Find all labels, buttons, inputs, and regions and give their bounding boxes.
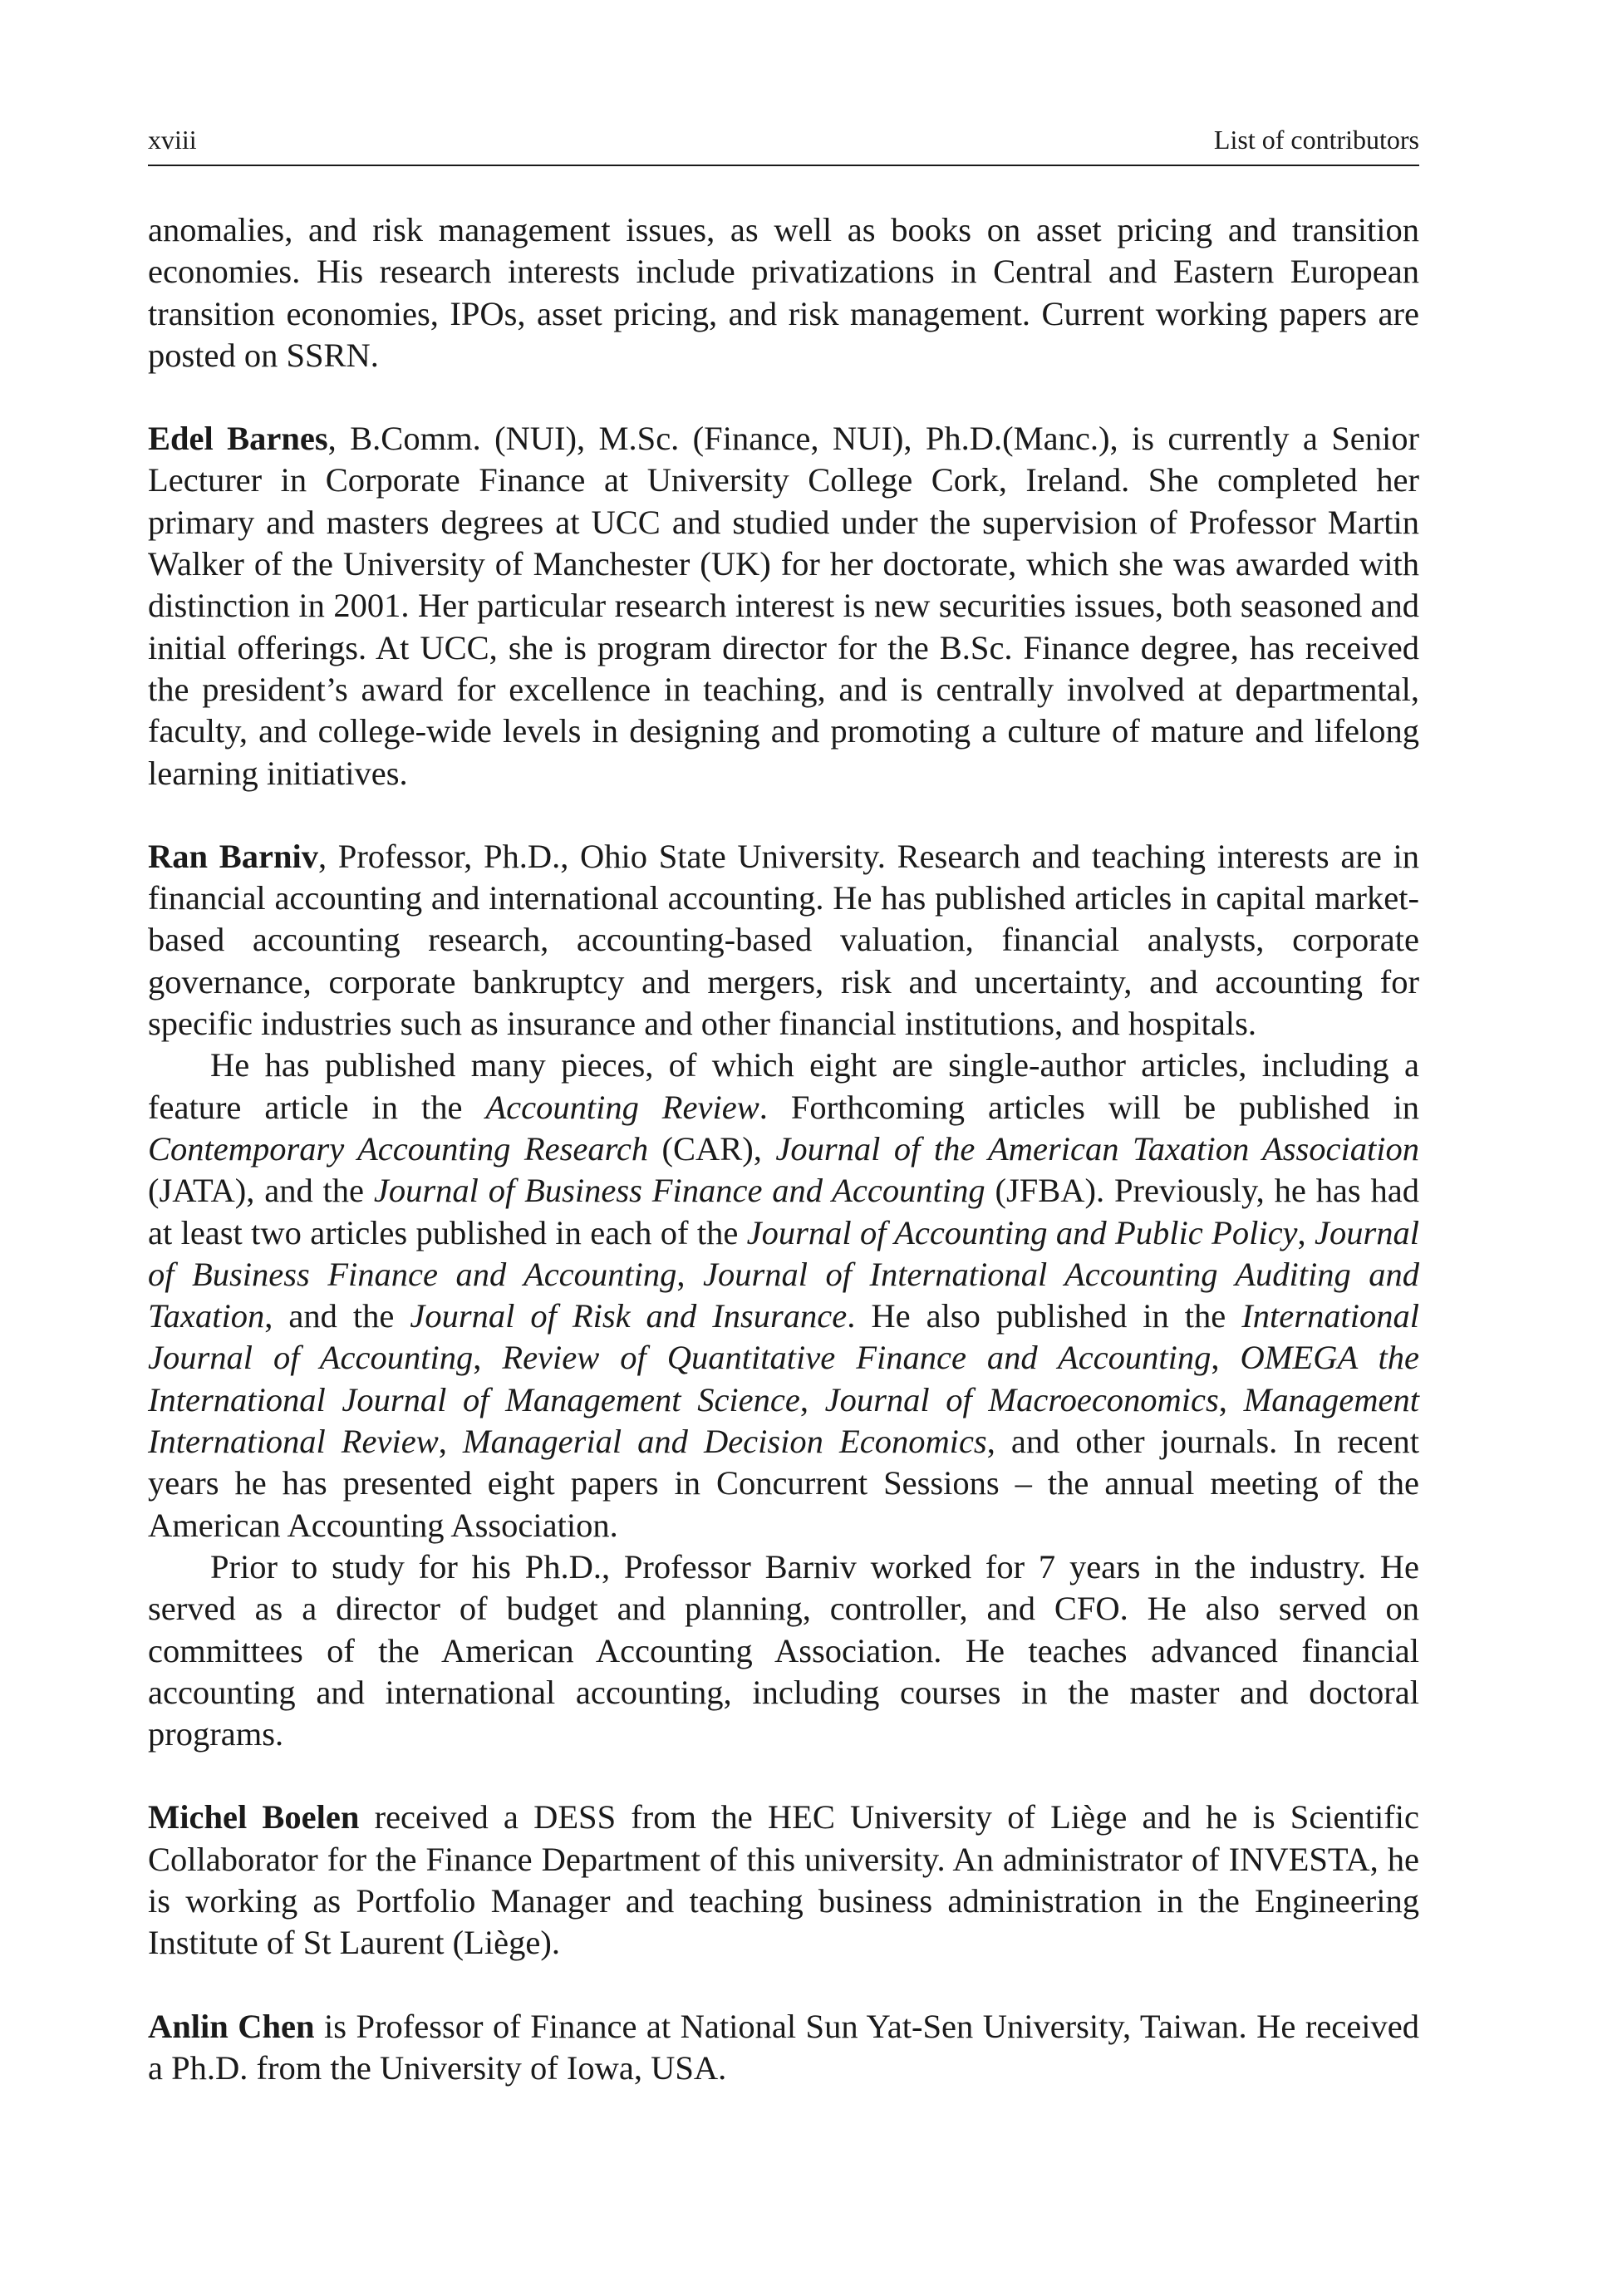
paragraph-text: Prior to study for his Ph.D., Professor Barniv worked for 7 years in the industry. He served as a director of budget and planning, controller, and CFO. He also served on committees of the American Accounting Association. He teaches advanced financial accounting and international accounting, including courses in the master and doctoral programs. [148, 1547, 1419, 1753]
journal-title: Journal of Business Finance and Accounting [148, 1213, 1420, 1293]
journal-title: Accounting Review [485, 1088, 759, 1126]
paragraph [148, 209, 1419, 376]
paragraph [148, 1546, 1419, 1755]
paragraph-text: , B.Comm. (NUI), M.Sc. (Finance, NUI), Ph.D.(Manc.), is currently a Senior Lecturer in Corporate Finance at University College Cork, Ireland. She completed her primary and masters degrees at UCC and studied under the supervision of Professor Martin Walker of the University of Manchester (UK) for her doctorate, which she was awarded with distinction in 2001. Her particular research interest is new securities issues, both seasoned and initial offerings. At UCC, she is program director for the B.Sc. Finance degree, has received the president’s award for excellence in teaching, and is centrally involved at departmental, faculty, and college-wide levels in designing and promoting a culture of mature and lifelong learning initiatives. [148, 420, 1420, 792]
journal-title: Journal of Macroeconomics [824, 1380, 1219, 1418]
paragraph-text: (JFBA). Previously, he has had at least two articles published in each of the [148, 1172, 1419, 1251]
paragraph-text: (JATA), and the [148, 1172, 374, 1210]
paragraph-text: , [799, 1380, 825, 1418]
journal-title: OMEGA the International Journal of Management Science [148, 1339, 1419, 1418]
journal-title: Journal of International Accounting Auditing and Taxation [148, 1255, 1419, 1335]
page-number: xviii [148, 125, 197, 155]
journal-title: Journal of Risk and Insurance [410, 1297, 848, 1335]
contributor-name: Anlin Chen [148, 2007, 315, 2045]
paragraph [148, 2006, 1419, 2090]
paragraph-text: (CAR), [648, 1129, 776, 1168]
contributor-name: Ran Barniv [148, 837, 318, 875]
paragraph [148, 418, 1419, 794]
paragraph-text: anomalies, and risk management issues, as well as books on asset pricing and transition economies. His research interests include privatizations in Central and Eastern European transition economies, IPOs, asset pricing, and risk management. Current working papers are posted on SSRN. [148, 211, 1419, 374]
paragraph-text: , [438, 1423, 463, 1461]
contributor-name: Edel Barnes [148, 420, 328, 458]
journal-title: Contemporary Accounting Research [148, 1129, 649, 1168]
paragraph-text: , [1297, 1213, 1315, 1251]
journal-title: Journal of Accounting and Public Policy [746, 1213, 1298, 1251]
paragraph-text: received a DESS from the HEC University of Liège and he is Scientific Collaborator for the Finance Department of this university. An administrator of INVESTA, he is working as Portfolio Manager and teaching business administration in the Engineering Institute of St Laurent (Liège). [148, 1798, 1419, 1962]
paragraph-text: , Professor, Ph.D., Ohio State University. Research and teaching interests are in financial accounting and international accounting. He has published articles in capital market-based accounting research, accounting-based valuation, financial analysts, corporate governance, corporate bankruptcy and mergers, risk and uncertainty, and accounting for specific industries such as insurance and other financial institutions, and hospitals. [148, 837, 1419, 1043]
journal-title: Review of Quantitative Finance and Accounting [502, 1339, 1212, 1377]
paragraph [148, 1045, 1419, 1546]
paragraph-text: He has published many pieces, of which eight are single-author articles, including a feature article in the [148, 1046, 1419, 1126]
body-text [148, 209, 1419, 2089]
paragraph [148, 836, 1419, 1045]
paragraph-text: is Professor of Finance at National Sun Yat-Sen University, Taiwan. He received a Ph.D. from the University of Iowa, USA. [148, 2007, 1419, 2087]
paragraph [148, 1797, 1419, 1964]
paragraph-text: . He also published in the [847, 1297, 1242, 1335]
paragraph-text: , [676, 1255, 704, 1293]
paragraph-text: , and other journals. In recent years he has presented eight papers in Concurrent Sessions – the annual meeting of the American Accounting Association. [148, 1423, 1419, 1544]
contributor-name: Michel Boelen [148, 1798, 360, 1836]
paragraph-text: , [1218, 1380, 1244, 1418]
journal-title: Managerial and Decision Economics [462, 1423, 987, 1461]
journal-title: Journal of Business Finance and Accounting [373, 1172, 985, 1210]
paragraph-text: , [473, 1339, 503, 1377]
paragraph-text: . Forthcoming articles will be published in [759, 1088, 1419, 1126]
paragraph-text: , [1211, 1339, 1241, 1377]
running-header [148, 123, 1419, 166]
journal-title: International Journal of Accounting [148, 1297, 1420, 1377]
journal-title: Journal of the American Taxation Association [775, 1129, 1419, 1168]
paragraph-text: , and the [264, 1297, 410, 1335]
section-title: List of contributors [1213, 125, 1419, 155]
journal-title: Management International Review [148, 1380, 1420, 1461]
